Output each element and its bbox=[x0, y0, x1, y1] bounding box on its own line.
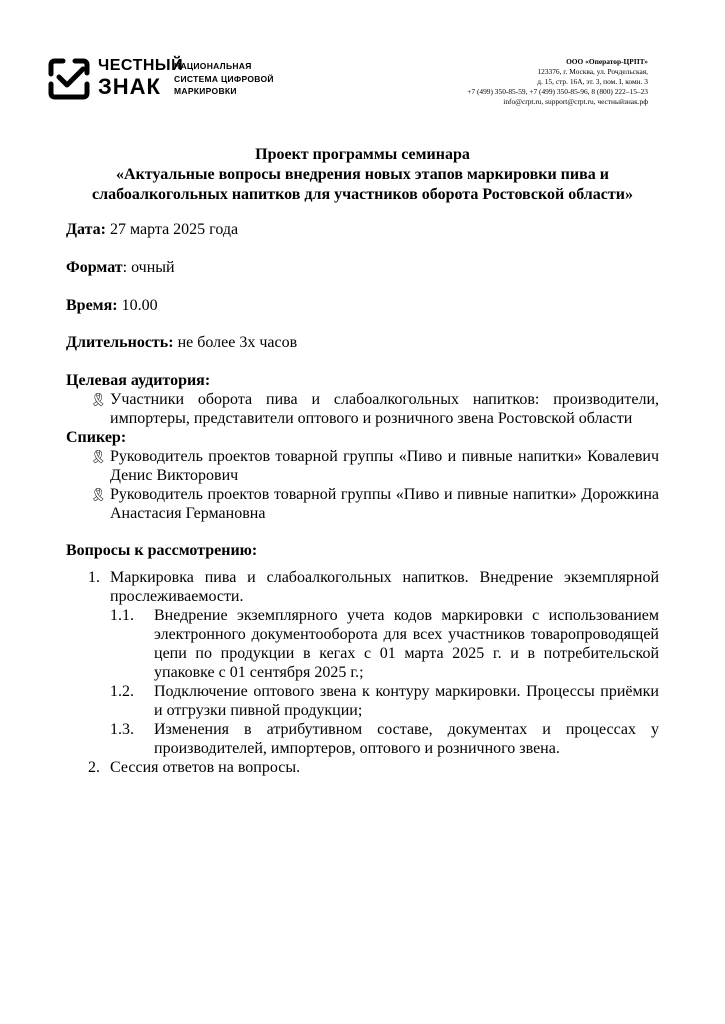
logo-tagline-line: СИСТЕМА ЦИФРОВОЙ bbox=[174, 73, 274, 84]
agenda-subitem: Изменения в атрибутивном составе, документах и процессах у производителей, импортеров, оптового и розничного звена. bbox=[154, 721, 659, 757]
format-line bbox=[66, 258, 175, 277]
company-contacts bbox=[467, 57, 648, 107]
format-value: : очный bbox=[122, 259, 175, 276]
chestny-znak-logo-icon bbox=[46, 56, 92, 102]
company-phones: +7 (499) 350-85-59, +7 (499) 350-85-96, 8 (800) 222–15–23 bbox=[467, 87, 648, 96]
speaker-heading: Спикер: bbox=[66, 429, 127, 446]
date-value: 27 марта 2025 года bbox=[105, 221, 239, 238]
agenda-subitem-number: 1.3. bbox=[110, 721, 134, 738]
agenda-item-number: 2. bbox=[88, 759, 100, 776]
speaker-item: Руководитель проектов товарной группы «Пиво и пивные напитки» Ковалевич Денис Викторович bbox=[110, 448, 659, 484]
agenda-subitem: Внедрение экземплярного учета кодов маркировки с использованием электронного документооборота для всех участников товаропроводящей цепи по продукции в кегах с 01 марта 2025 г. и в потребительской упаковке с 01 сентября 2025 г.; bbox=[154, 607, 659, 681]
format-label: Формат bbox=[66, 259, 123, 276]
logo-line2: ЗНАК bbox=[98, 74, 161, 99]
logo-line1: ЧЕСТНЫЙ bbox=[98, 57, 184, 74]
ribbon-bullet-icon: 🎗 bbox=[90, 487, 107, 502]
title-line: слабоалкогольных напитков для участников оборота Ростовской области» bbox=[92, 186, 633, 203]
time-value: 10.00 bbox=[117, 297, 158, 314]
company-name: ООО «Оператор-ЦРПТ» bbox=[566, 57, 648, 66]
logo-tagline-line: НАЦИОНАЛЬНАЯ bbox=[174, 61, 252, 71]
time-label: Время: bbox=[66, 297, 118, 314]
company-emails: info@crpt.ru, support@crpt.ru, честныйзнак.рф bbox=[503, 97, 648, 106]
date-label: Дата: bbox=[66, 221, 106, 238]
logo-tagline bbox=[174, 60, 274, 98]
duration-line bbox=[66, 333, 297, 352]
agenda-heading: Вопросы к рассмотрению: bbox=[66, 542, 258, 559]
time-line bbox=[66, 296, 158, 315]
title-line: «Актуальные вопросы внедрения новых этапов маркировки пива и bbox=[116, 166, 609, 183]
audience-heading: Целевая аудитория: bbox=[66, 372, 211, 389]
ribbon-bullet-icon: 🎗 bbox=[90, 449, 107, 464]
agenda-subitem-number: 1.2. bbox=[110, 683, 134, 700]
duration-value: не более 3х часов bbox=[173, 334, 298, 351]
agenda-item: Сессия ответов на вопросы. bbox=[110, 759, 301, 776]
title-line: Проект программы семинара bbox=[255, 146, 470, 163]
duration-label: Длительность: bbox=[66, 334, 174, 351]
date-line bbox=[66, 220, 238, 239]
agenda-item: Маркировка пива и слабоалкогольных напитков. Внедрение экземплярной прослеживаемости. bbox=[110, 569, 659, 605]
company-address: 123376, г. Москва, ул. Рочдельская, bbox=[537, 67, 648, 76]
document-title bbox=[60, 145, 665, 205]
speaker-item: Руководитель проектов товарной группы «Пиво и пивные напитки» Дорожкина Анастасия Германовна bbox=[110, 486, 659, 522]
agenda-subitem-number: 1.1. bbox=[110, 607, 134, 624]
agenda-item-number: 1. bbox=[88, 569, 100, 586]
ribbon-bullet-icon: 🎗 bbox=[90, 392, 107, 407]
agenda-subitem: Подключение оптового звена к контуру маркировки. Процессы приёмки и отгрузки пивной продукции; bbox=[154, 683, 659, 719]
company-address: д. 15, стр. 16А, эт. 3, пом. I, комн. 3 bbox=[537, 77, 648, 86]
audience-item: Участники оборота пива и слабоалкогольных напитков: производители, импортеры, представители оптового и розничного звена Ростовской области bbox=[110, 391, 659, 427]
logo-tagline-line: МАРКИРОВКИ bbox=[174, 86, 237, 96]
